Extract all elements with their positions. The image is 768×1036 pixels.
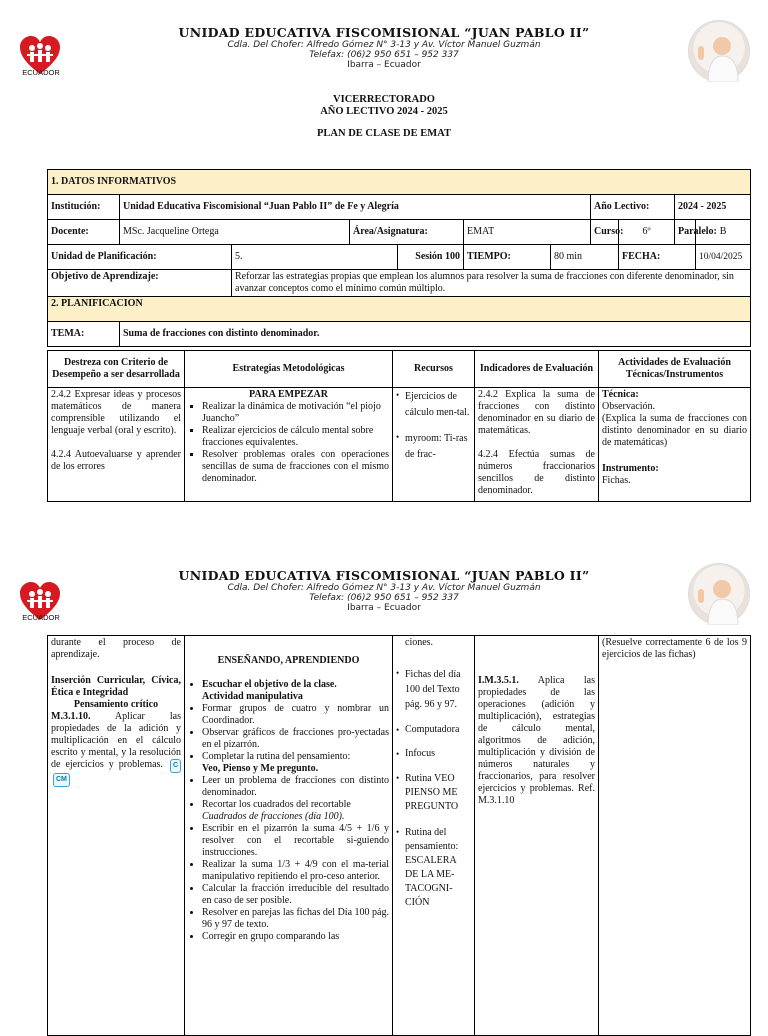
docente-label: Docente: <box>48 220 120 245</box>
col-header-indicadores: Indicadores de Evaluación <box>475 351 599 388</box>
recurso-text: Rutina VEO PIENSO ME PREGUNTO <box>405 773 459 812</box>
estrategia-item: ▪ Realizar ejercicios de cálculo mental sobre fracciones equivalentes. <box>202 425 389 449</box>
badge-cm: CM <box>53 773 70 787</box>
unidad-value: 5. <box>232 245 398 270</box>
datos-informativos-table <box>47 169 751 347</box>
tiempo-label: TIEMPO: <box>464 245 551 270</box>
destreza-code: M.3.1.10. <box>51 711 91 722</box>
recortable-name: Cuadrados de fracciones (día 100). <box>202 811 345 822</box>
page-header <box>0 25 768 71</box>
tema-label: TEMA: <box>48 322 120 347</box>
recurso-item: • Computadora <box>396 724 460 735</box>
plan-heading: PLAN DE CLASE DE EMAT <box>317 128 451 139</box>
school-address: Cdla. Del Chofer: Alfredo Gómez N° 3-13 y Av. Víctor Manuel Guzmán <box>227 40 541 50</box>
recurso-text: Fichas del día 100 del Texto pág. 96 y 97. <box>405 669 461 710</box>
recursos-cell <box>393 636 475 1036</box>
estrategia-item: • Formar grupos de cuatro y nombrar un Coordinador. <box>202 703 389 727</box>
recurso-text: Computadora <box>405 724 460 735</box>
recurso-item: • Rutina del pensamiento: ESCALERA DE LA ME-TACOGNI-CIÓN <box>396 826 471 910</box>
recurso-item: • Ejercicios de cálculo men-tal. <box>396 389 471 421</box>
recursos-cell <box>393 388 475 502</box>
destreza-cell <box>48 636 185 1036</box>
school-title: UNIDAD EDUCATIVA FISCOMISIONAL “JUAN PABLO II” <box>178 568 590 583</box>
badge-c: C <box>170 759 181 773</box>
logo-caption: ECUADOR <box>22 613 60 622</box>
sesion-value: Sesión 100 <box>398 245 464 270</box>
indicador-text: Aplica las propiedades de las operaciones (adición y multiplicación), estrategias de cálculo mental, algoritmos de adición, multiplicación y división de números naturales y fraccionarios, para resolver ejercicios y problemas. Ref. M.3.1.10 <box>478 675 595 806</box>
estrategia-subtitle: Actividad manipulativa <box>202 691 303 702</box>
school-phone: Telefax: (06)2 950 651 – 952 337 <box>309 50 459 60</box>
fecha-label: FECHA: <box>619 245 696 270</box>
estrategia-item: • Escribir en el pizarrón la suma 4/5 + 1/6 y resolver con el recortable si-guiendo instrucciones. <box>202 823 389 859</box>
insercion-title: Inserción Curricular, Cívica, Ética e Integridad <box>51 675 181 698</box>
estrategia-item: • Leer un problema de fracciones con distinto denominador. <box>202 775 389 799</box>
recurso-item: • myroom: Ti-ras de frac- <box>396 431 471 463</box>
fecha-value: 10/04/2025 <box>696 245 751 270</box>
document-headings <box>0 94 768 140</box>
section-datos: 1. DATOS INFORMATIVOS <box>48 170 751 195</box>
col-header-estrategias: Estrategias Metodológicas <box>185 351 393 388</box>
estrategia-item: • Realizar la suma 1/3 + 4/9 con el ma-terial manipulativo repitiendo el pro-ceso anterior. <box>202 859 389 883</box>
actividades-cell <box>599 388 751 502</box>
indicador-item: 4.2.4 Efectúa sumas de números fraccionarios sencillos de distinto denominador. <box>478 449 595 496</box>
indicadores-cell <box>475 388 599 502</box>
rutina-name: Veo, Pienso y Me pregunto. <box>202 763 319 774</box>
estrategia-item: Recortar los cuadrados del recortable <box>202 799 351 810</box>
curso-label: Curso: <box>591 220 619 245</box>
recurso-text: Ejercicios de cálculo men-tal. <box>405 391 470 418</box>
paralelo-value: B <box>696 220 751 245</box>
planificacion-table-p1 <box>47 350 751 502</box>
school-city: Ibarra – Ecuador <box>347 60 421 70</box>
school-address: Cdla. Del Chofer: Alfredo Gómez N° 3-13 y Av. Víctor Manuel Guzmán <box>227 583 541 593</box>
estrategia-item: ▪ Resolver problemas orales con operaciones sencillas de suma de fracciones con el mismo denominador. <box>202 449 389 485</box>
unidad-label: Unidad de Planificación: <box>48 245 232 270</box>
anio-value: 2024 - 2025 <box>675 195 751 220</box>
indicadores-cell <box>475 636 599 1036</box>
estrategia-title: PARA EMPEZAR <box>249 389 328 400</box>
recurso-item: • Rutina VEO PIENSO ME PREGUNTO <box>396 772 471 814</box>
estrategia-item: • Calcular la fracción irreducible del resultado en caso de ser posible. <box>202 883 389 907</box>
recurso-text: myroom: Ti-ras de frac- <box>405 433 468 460</box>
recurso-continued: ciones. <box>405 637 434 648</box>
actividades-cell <box>599 636 751 1036</box>
estrategias-cell <box>185 388 393 502</box>
logo-caption: ECUADOR <box>22 68 60 77</box>
paralelo-label: Paralelo: <box>675 220 696 245</box>
recurso-item: • Infocus <box>396 748 435 759</box>
destreza-cell <box>48 388 185 502</box>
institucion-label: Institución: <box>48 195 120 220</box>
tecnica-label: Técnica: <box>602 389 639 400</box>
school-city: Ibarra – Ecuador <box>347 603 421 613</box>
school-title: UNIDAD EDUCATIVA FISCOMISIONAL “JUAN PABLO II” <box>178 25 590 40</box>
destreza-item: 2.4.2 Expresar ideas y procesos matemáticos de manera comprensible utilizando el lenguaje verbal (oral y escrito). <box>51 389 181 436</box>
recurso-item: • Fichas del día 100 del Texto pág. 96 y 97. <box>396 667 471 712</box>
estrategia-title: ENSEÑANDO, APRENDIENDO <box>217 655 360 666</box>
estrategia-item: • Observar gráficos de fracciones pro-yectadas en el pizarrón. <box>202 727 389 751</box>
objetivo-value: Reforzar las estrategias propias que emplean los alumnos para resolver la suma de fracciones con diferente denominador, sin avanzar conceptos como el mínimo común múltiplo. <box>232 270 751 297</box>
col-header-destreza: Destreza con Criterio de Desempeño a ser desarrollada <box>48 351 185 388</box>
tecnica-detail: (Explica la suma de fracciones con distinto denominador en su diario de matemáticas) <box>602 413 747 448</box>
estrategia-item: • Resolver en parejas las fichas del Día 100 pág. 96 y 97 de texto. <box>202 907 389 931</box>
area-label: Área/Asignatura: <box>350 220 464 245</box>
pensamiento-critico: Pensamiento crítico <box>73 699 159 710</box>
vicerrectorado-heading: VICERRECTORADO <box>333 94 435 105</box>
estrategia-item: Escuchar el objetivo de la clase. <box>202 679 337 690</box>
tiempo-value: 80 min <box>551 245 619 270</box>
instrumento-value: Fichas. <box>602 475 631 486</box>
destreza-item: 4.2.4 Autoevaluarse y aprender de los errores <box>51 449 181 472</box>
planificacion-table-p2 <box>47 635 751 1036</box>
curso-value: 6º <box>619 220 675 245</box>
estrategia-item: ▪ Realizar la dinámica de motivación “el piojo Juancho” <box>202 401 389 425</box>
recurso-text: Infocus <box>405 748 435 759</box>
col-header-actividades: Actividades de Evaluación Técnicas/Instrumentos <box>599 351 751 388</box>
objetivo-label: Objetivo de Aprendizaje: <box>48 270 232 297</box>
area-value: EMAT <box>464 220 591 245</box>
recurso-text: Rutina del pensamiento: ESCALERA DE LA ME-TACOGNI-CIÓN <box>405 827 459 908</box>
col-header-recursos: Recursos <box>393 351 475 388</box>
destreza-continued: durante el proceso de aprendizaje. <box>51 637 181 660</box>
page-header <box>0 568 768 614</box>
page-2 <box>0 560 768 1024</box>
instrumento-label: Instrumento: <box>602 463 659 474</box>
year-heading: AÑO LECTIVO 2024 - 2025 <box>320 106 448 117</box>
indicador-item: 2.4.2 Explica la suma de fracciones con distinto denominador en su diario de matemáticas. <box>478 389 595 436</box>
estrategia-item: • Corregir en grupo comparando las <box>202 931 389 943</box>
actividad-text: (Resuelve correctamente 6 de los 9 ejercicios de las fichas) <box>602 637 747 660</box>
institucion-value: Unidad Educativa Fiscomisional “Juan Pablo II” de Fe y Alegría <box>120 195 591 220</box>
school-phone: Telefax: (06)2 950 651 – 952 337 <box>309 593 459 603</box>
section-planificacion: 2. PLANIFICACION <box>48 297 751 322</box>
estrategias-cell <box>185 636 393 1036</box>
indicador-code: I.M.3.5.1. <box>478 675 519 686</box>
tecnica-value: Observación. <box>602 401 656 412</box>
estrategia-item: Completar la rutina del pensamiento: <box>202 751 351 762</box>
anio-label: Año Lectivo: <box>591 195 675 220</box>
tema-value: Suma de fracciones con distinto denominador. <box>120 322 751 347</box>
docente-value: MSc. Jacqueline Ortega <box>120 220 350 245</box>
destreza-code-text: Aplicar las propiedades de la adición y multiplicación en el cálculo escrito y mental, y la resolución de ejercicios y problemas. <box>51 711 181 770</box>
